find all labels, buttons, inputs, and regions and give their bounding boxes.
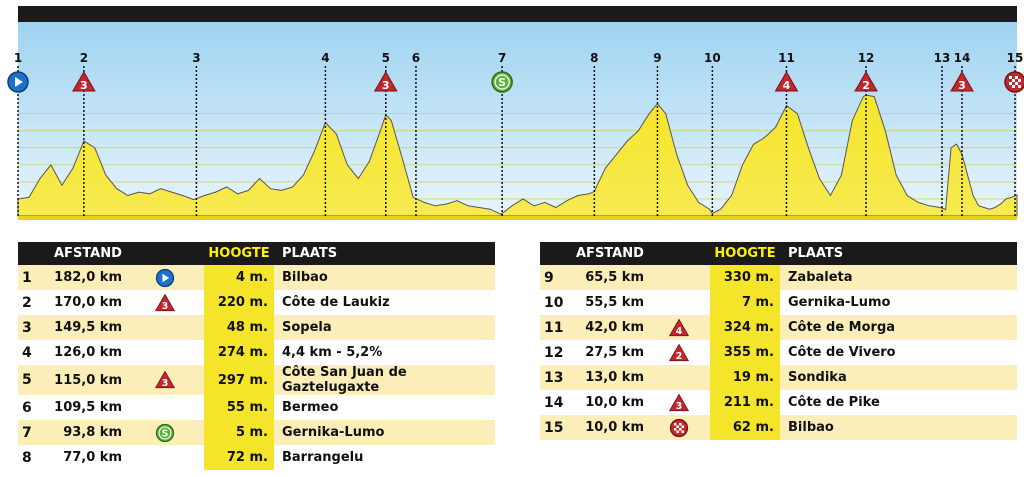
marker-number: 9 <box>653 51 662 65</box>
row-icon-cell <box>648 390 710 415</box>
row-place: Bermeo <box>274 395 495 420</box>
svg-text:4: 4 <box>782 79 791 92</box>
row-icon <box>153 369 177 391</box>
row-icon <box>153 422 177 444</box>
table-row <box>18 315 495 340</box>
row-icon-cell <box>648 415 710 440</box>
row-place: Côte San Juan de Gaztelugaxte <box>274 365 495 395</box>
table-row <box>18 420 495 445</box>
marker-number: 14 <box>953 51 971 65</box>
table-row <box>540 315 1017 340</box>
row-distance: 13,0 km <box>570 365 648 390</box>
row-altitude: 5 m. <box>204 420 274 445</box>
row-distance: 126,0 km <box>48 340 126 365</box>
row-altitude: 211 m. <box>710 390 780 415</box>
row-altitude: 220 m. <box>204 290 274 315</box>
row-distance: 182,0 km <box>48 265 126 290</box>
row-distance: 149,5 km <box>48 315 126 340</box>
row-number: 2 <box>18 290 48 315</box>
row-icon-cell <box>648 290 710 315</box>
row-place: Sopela <box>274 315 495 340</box>
row-place: Côte de Pike <box>780 390 1017 415</box>
marker-number: 15 <box>1006 51 1024 65</box>
marker-number: 10 <box>704 51 721 65</box>
row-icon <box>667 417 691 439</box>
row-distance: 115,0 km <box>48 365 126 395</box>
row-distance: 10,0 km <box>570 390 648 415</box>
marker-number: 5 <box>381 51 390 65</box>
row-icon-cell <box>126 290 204 315</box>
header-hoogte: HOOGTE <box>710 242 780 265</box>
row-distance: 55,5 km <box>570 290 648 315</box>
sprint-icon <box>157 424 174 441</box>
row-distance: 109,5 km <box>48 395 126 420</box>
row-place: Gernika-Lumo <box>780 290 1017 315</box>
row-number: 14 <box>540 390 570 415</box>
sprint-icon <box>492 72 512 92</box>
header-plaats: PLAATS <box>274 242 495 265</box>
row-number: 7 <box>18 420 48 445</box>
svg-text:3: 3 <box>958 79 966 92</box>
row-distance: 27,5 km <box>570 340 648 365</box>
row-place: Côte de Laukiz <box>274 290 495 315</box>
marker-number: 1 <box>13 51 23 65</box>
row-number: 1 <box>18 265 48 290</box>
row-distance: 42,0 km <box>570 315 648 340</box>
row-distance: 77,0 km <box>48 445 126 470</box>
row-icon-cell <box>648 315 710 340</box>
svg-text:2: 2 <box>862 79 870 92</box>
table-row <box>18 395 495 420</box>
marker-number: 8 <box>590 51 599 65</box>
table-row <box>18 265 495 290</box>
row-altitude: 62 m. <box>710 415 780 440</box>
row-altitude: 7 m. <box>710 290 780 315</box>
row-icon-cell <box>126 395 204 420</box>
row-icon <box>667 317 691 339</box>
header-afstand: AFSTAND <box>570 242 648 265</box>
row-altitude: 48 m. <box>204 315 274 340</box>
row-distance: 93,8 km <box>48 420 126 445</box>
row-icon-cell <box>126 265 204 290</box>
profile-base <box>18 216 1017 220</box>
table-row <box>18 340 495 365</box>
row-icon <box>153 267 177 289</box>
row-distance: 65,5 km <box>570 265 648 290</box>
row-number: 8 <box>18 445 48 470</box>
climb-category-3-icon <box>156 372 175 389</box>
row-number: 3 <box>18 315 48 340</box>
header-hoogte: HOOGTE <box>204 242 274 265</box>
climb-category-3-icon <box>670 394 689 411</box>
svg-text:3: 3 <box>675 400 683 412</box>
row-icon-cell <box>648 265 710 290</box>
row-place: 4,4 km - 5,2% <box>274 340 495 365</box>
climb-category-2-icon <box>670 344 689 361</box>
row-altitude: 274 m. <box>204 340 274 365</box>
row-icon-cell <box>126 365 204 395</box>
row-altitude: 324 m. <box>710 315 780 340</box>
row-icon-cell <box>126 445 204 470</box>
header-plaats: PLAATS <box>780 242 1017 265</box>
row-number: 11 <box>540 315 570 340</box>
row-icon-cell <box>126 340 204 365</box>
row-distance: 170,0 km <box>48 290 126 315</box>
row-place: Bilbao <box>274 265 495 290</box>
row-altitude: 4 m. <box>204 265 274 290</box>
row-icon-cell <box>648 365 710 390</box>
row-number: 4 <box>18 340 48 365</box>
row-altitude: 297 m. <box>204 365 274 395</box>
svg-text:S: S <box>161 427 169 439</box>
row-altitude: 55 m. <box>204 395 274 420</box>
start-icon <box>8 72 28 92</box>
marker-number: 7 <box>497 51 507 65</box>
row-place: Bilbao <box>780 415 1017 440</box>
row-icon-cell <box>126 315 204 340</box>
row-number: 15 <box>540 415 570 440</box>
marker-number: 13 <box>933 51 951 65</box>
row-icon <box>153 292 177 314</box>
table-row <box>18 290 495 315</box>
row-place: Zabaleta <box>780 265 1017 290</box>
table-row <box>18 445 495 470</box>
marker-number: 3 <box>192 51 201 65</box>
table-row <box>540 365 1017 390</box>
svg-text:3: 3 <box>161 377 169 389</box>
svg-text:4: 4 <box>675 325 683 337</box>
row-place: Côte de Vivero <box>780 340 1017 365</box>
start-icon <box>157 269 174 286</box>
row-icon <box>667 392 691 414</box>
marker-number: 6 <box>411 51 421 65</box>
svg-text:2: 2 <box>675 350 683 362</box>
finish-icon <box>671 419 688 436</box>
header-afstand: AFSTAND <box>48 242 126 265</box>
marker-number: 12 <box>857 51 875 65</box>
table-row <box>18 365 495 395</box>
table-row <box>540 415 1017 440</box>
table-row <box>540 340 1017 365</box>
marker-number: 4 <box>321 51 330 65</box>
row-place: Côte de Morga <box>780 315 1017 340</box>
marker-number: 2 <box>79 51 89 65</box>
row-icon-cell <box>126 420 204 445</box>
table-row <box>540 390 1017 415</box>
svg-text:3: 3 <box>80 79 88 92</box>
row-place: Sondika <box>780 365 1017 390</box>
row-altitude: 355 m. <box>710 340 780 365</box>
row-number: 9 <box>540 265 570 290</box>
checkpoint-table-right <box>540 242 1017 440</box>
row-place: Barrangelu <box>274 445 495 470</box>
climb-category-3-icon <box>156 294 175 311</box>
row-icon <box>667 342 691 364</box>
finish-icon <box>1005 72 1024 92</box>
svg-text:3: 3 <box>161 300 169 312</box>
row-distance: 10,0 km <box>570 415 648 440</box>
row-number: 5 <box>18 365 48 395</box>
row-number: 12 <box>540 340 570 365</box>
climb-category-4-icon <box>670 319 689 336</box>
checkpoint-table-left <box>18 242 495 470</box>
svg-text:S: S <box>498 76 507 89</box>
table-row <box>540 290 1017 315</box>
row-icon-cell <box>648 340 710 365</box>
row-number: 13 <box>540 365 570 390</box>
row-number: 6 <box>18 395 48 420</box>
row-number: 10 <box>540 290 570 315</box>
marker-number: 11 <box>778 51 795 65</box>
row-place: Gernika-Lumo <box>274 420 495 445</box>
row-altitude: 72 m. <box>204 445 274 470</box>
svg-text:3: 3 <box>381 79 390 92</box>
table-row <box>540 265 1017 290</box>
row-altitude: 19 m. <box>710 365 780 390</box>
row-altitude: 330 m. <box>710 265 780 290</box>
